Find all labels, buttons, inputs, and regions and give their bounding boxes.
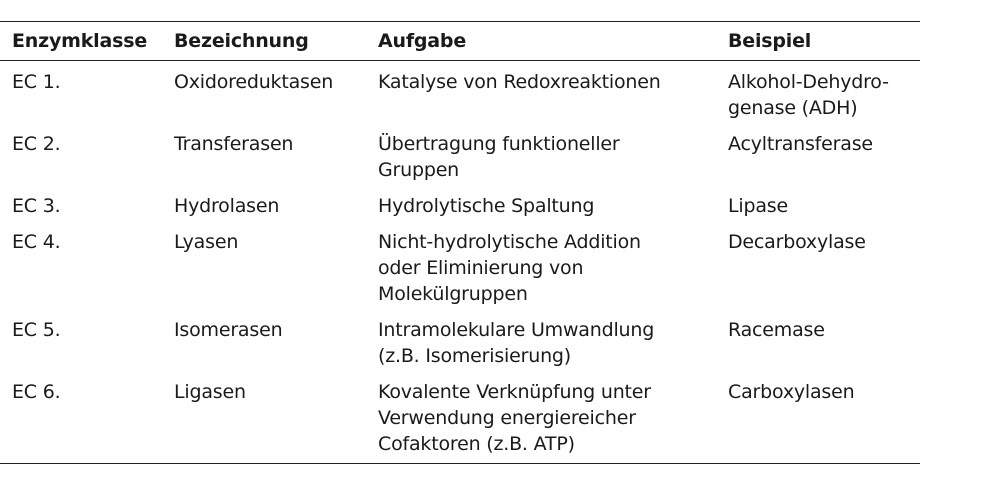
- cell-beispiel-line: Lipase: [728, 195, 788, 217]
- cell-bezeichnung: Isomerasen: [174, 319, 283, 341]
- cell-bezeichnung: Ligasen: [174, 381, 246, 403]
- enzyme-class-table: [0, 21, 920, 464]
- cell-bezeichnung: Hydrolasen: [174, 195, 280, 217]
- table-row: [0, 225, 920, 313]
- cell-aufgabe: [366, 127, 716, 189]
- header-beispiel: Beispiel: [728, 30, 812, 52]
- cell-aufgabe: [366, 189, 716, 225]
- cell-aufgabe-line: Katalyse von Redoxreaktionen: [378, 71, 661, 93]
- cell-beispiel-line: genase (ADH): [728, 97, 858, 119]
- header-enzymklasse: Enzymklasse: [12, 30, 148, 52]
- enzyme-class-table-wrapper: [0, 21, 920, 464]
- table-row: [0, 375, 920, 464]
- cell-beispiel: [716, 127, 920, 189]
- cell-beispiel-line: Acyltransferase: [728, 133, 873, 155]
- header-aufgabe: Aufgabe: [378, 30, 467, 52]
- cell-enzymklasse: EC 1.: [12, 71, 61, 93]
- cell-beispiel: [716, 313, 920, 375]
- cell-beispiel: [716, 189, 920, 225]
- table-header: [0, 22, 920, 61]
- cell-enzymklasse: EC 6.: [12, 381, 61, 403]
- cell-aufgabe-line: Molekülgruppen: [378, 283, 528, 305]
- cell-aufgabe-line: (z.B. Isomerisierung): [378, 345, 571, 367]
- cell-enzymklasse: EC 5.: [12, 319, 61, 341]
- header-row: [0, 22, 920, 61]
- cell-aufgabe: [366, 313, 716, 375]
- cell-aufgabe-line: Cofaktoren (z.B. ATP): [378, 433, 575, 455]
- cell-beispiel-line: Racemase: [728, 319, 825, 341]
- cell-aufgabe: [366, 61, 716, 128]
- table-row: [0, 127, 920, 189]
- cell-enzymklasse: EC 3.: [12, 195, 61, 217]
- cell-aufgabe-line: Kovalente Verknüpfung unter: [378, 381, 651, 403]
- cell-bezeichnung: Transferasen: [174, 133, 294, 155]
- cell-bezeichnung: Oxidoreduktasen: [174, 71, 334, 93]
- cell-beispiel-line: Carboxylasen: [728, 381, 855, 403]
- cell-beispiel: [716, 375, 920, 464]
- cell-aufgabe: [366, 225, 716, 313]
- cell-bezeichnung: Lyasen: [174, 231, 239, 253]
- cell-aufgabe-line: Intramolekulare Umwandlung: [378, 319, 655, 341]
- table-row: [0, 61, 920, 128]
- cell-aufgabe-line: Nicht-hydrolytische Addition: [378, 231, 641, 253]
- cell-aufgabe: [366, 375, 716, 464]
- cell-beispiel: [716, 61, 920, 128]
- cell-aufgabe-line: Gruppen: [378, 159, 460, 181]
- cell-enzymklasse: EC 4.: [12, 231, 61, 253]
- cell-beispiel-line: Alkohol-Dehydro-: [728, 71, 889, 93]
- header-bezeichnung: Bezeichnung: [174, 30, 309, 52]
- table-row: [0, 313, 920, 375]
- cell-aufgabe-line: Verwendung energiereicher: [378, 407, 636, 429]
- cell-beispiel: [716, 225, 920, 313]
- cell-aufgabe-line: Übertragung funktioneller: [378, 133, 620, 155]
- cell-beispiel-line: Decarboxylase: [728, 231, 866, 253]
- table-row: [0, 189, 920, 225]
- cell-aufgabe-line: Hydrolytische Spaltung: [378, 195, 595, 217]
- cell-enzymklasse: EC 2.: [12, 133, 61, 155]
- table-body: [0, 61, 920, 464]
- cell-aufgabe-line: oder Eliminierung von: [378, 257, 584, 279]
